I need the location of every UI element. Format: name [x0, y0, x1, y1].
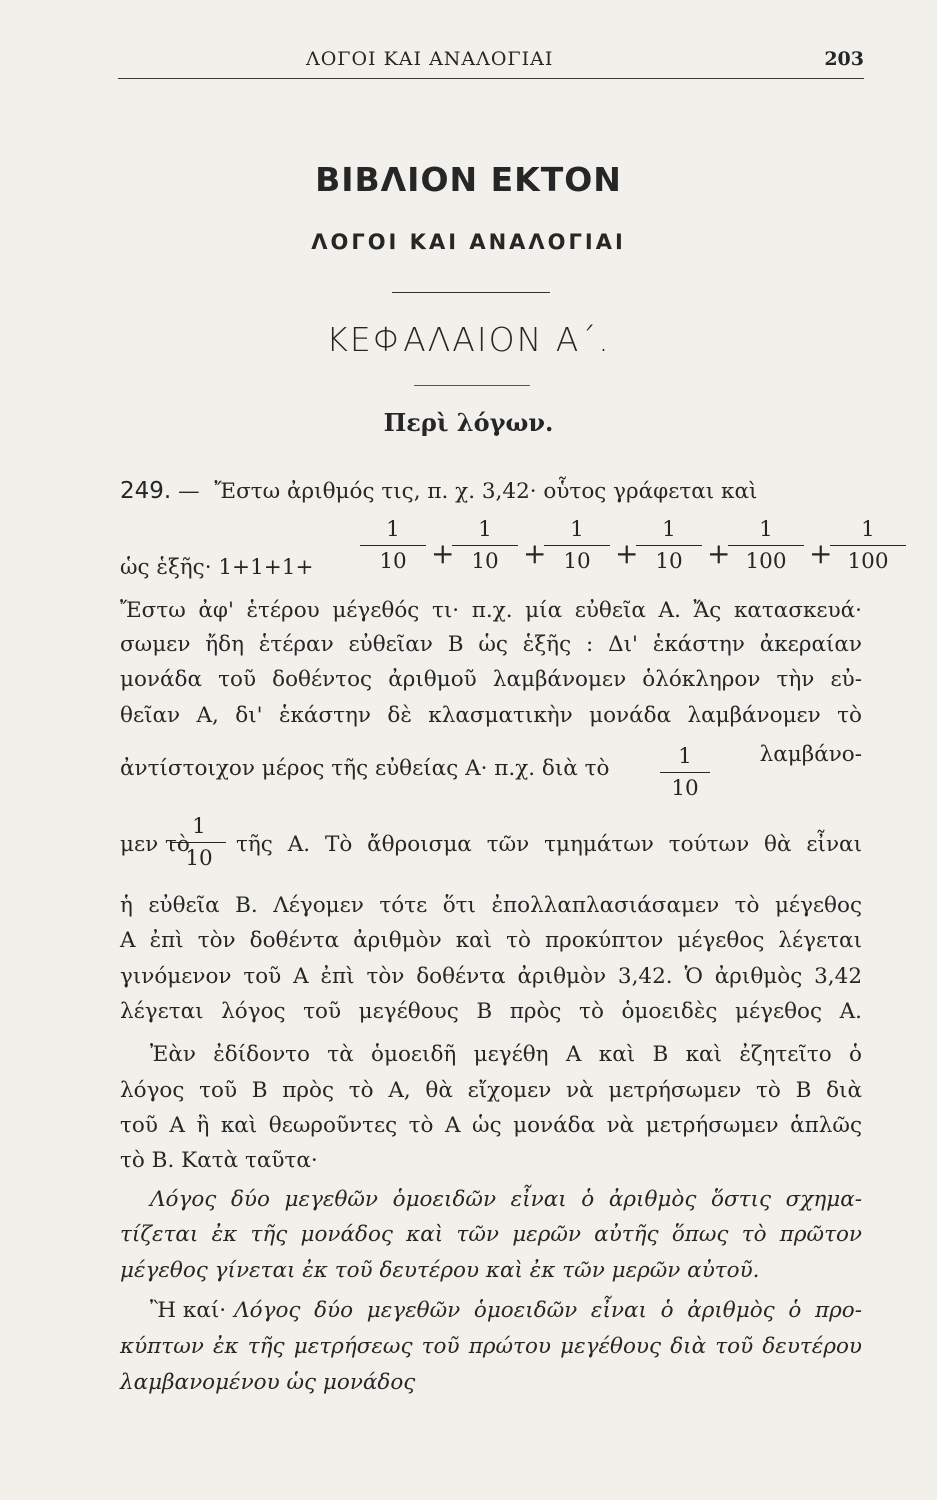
fraction-numerator: 1 — [678, 744, 692, 769]
book-title: ΒΙΒΛΙΟΝ ΕΚΤΟΝ — [315, 160, 622, 199]
fraction-numerator: 1 — [570, 517, 584, 542]
fraction-numerator: 1 — [386, 517, 400, 542]
running-title: ΛΟΓΟΙ ΚΑΙ ΑΝΑΛΟΓΙΑΙ — [306, 48, 554, 70]
paragraph-line: γινόμενον τοῦ Α ἐπὶ τὸν δοθέντα ἀριθμὸν 3,42. Ὁ ἀριθμὸς 3,42 — [120, 964, 862, 989]
definition-line: κύπτων ἐκ τῆς μετρήσεως τοῦ πρώτου μεγέθους διὰ τοῦ δευτέρου — [120, 1334, 862, 1359]
plus-sign: + — [707, 537, 731, 570]
fraction — [172, 812, 226, 873]
fraction-numerator: 1 — [861, 517, 875, 542]
fraction — [636, 515, 702, 576]
page-number: 203 — [824, 48, 864, 70]
paragraph-line — [120, 812, 862, 870]
definition-line: Λόγος δύο μεγεθῶν ὁμοειδῶν εἶναι ὁ ἀριθμὸς ὅστις σχημα- — [150, 1187, 862, 1212]
paragraph-line: τὸ Β. Κατὰ ταῦτα· — [120, 1148, 318, 1173]
text-span: λαμβάνο- — [759, 742, 862, 767]
definition-line: μέγεθος γίνεται ἐκ τοῦ δευτέρου καὶ ἐκ τῶν μερῶν αὐτοῦ. — [120, 1258, 760, 1283]
paragraph-line: θεῖαν Α, δι' ἑκάστην δὲ κλασματικὴν μονάδα λαμβάνομεν τὸ — [120, 703, 862, 728]
paragraph-line — [120, 742, 862, 801]
fraction-denominator: 10 — [660, 772, 710, 803]
text-span: μεν τὸ — [120, 832, 190, 857]
fraction-denominator: 10 — [544, 545, 610, 576]
definition-line: τίζεται ἐκ τῆς μονάδος καὶ τῶν μερῶν αὐτῆς ὅπως τὸ πρῶτον — [120, 1222, 862, 1247]
fraction-denominator: 10 — [452, 545, 518, 576]
plus-sign: + — [615, 537, 639, 570]
paragraph-line: μονάδα τοῦ δοθέντος ἀριθμοῦ λαμβάνομεν ὁλόκληρον τὴν εὐ- — [120, 667, 862, 692]
fraction-numerator: 1 — [759, 517, 773, 542]
text-span: Ἔστω ἀριθμός τις, π. χ. 3,42· οὗτος γράφεται καὶ — [214, 479, 758, 504]
fraction — [360, 515, 426, 576]
paragraph-dash: — — [178, 479, 200, 504]
fraction-numerator: 1 — [478, 517, 492, 542]
fraction-denominator: 10 — [636, 545, 702, 576]
plus-sign: + — [431, 537, 455, 570]
fraction — [728, 515, 804, 576]
text-span: ἀντίστοιχον μέρος τῆς εὐθείας Α· π.χ. διὰ τὸ — [120, 756, 610, 781]
definition-line: λαμβανομένου ὡς μονάδος — [120, 1370, 416, 1395]
fraction-denominator: 10 — [360, 545, 426, 576]
paragraph-line: λόγος τοῦ Β πρὸς τὸ Α, θὰ εἴχομεν νὰ μετρήσωμεν τὸ Β διὰ — [120, 1078, 862, 1103]
section-title: Περὶ λόγων. — [383, 408, 554, 437]
sum-formula — [120, 515, 889, 585]
definition-lead: Ἢ καί· — [150, 1298, 227, 1323]
divider-rule — [392, 292, 550, 293]
paragraph-number: 249. — [120, 478, 172, 504]
fraction-numerator: 1 — [192, 814, 206, 839]
definition-line — [150, 1298, 862, 1323]
plus-sign: + — [523, 537, 547, 570]
fraction-denominator: 100 — [830, 545, 906, 576]
text-span: Λόγος δύο μεγεθῶν ὁμοειδῶν εἶναι ὁ ἀριθμὸς ὁ προ- — [234, 1298, 862, 1323]
paragraph-line: Ἐὰν ἐδίδοντο τὰ ὁμοειδῆ μεγέθη Α καὶ Β καὶ ἐζητεῖτο ὁ — [150, 1042, 862, 1067]
book-subtitle: ΛΟΓΟΙ ΚΑΙ ΑΝΑΛΟΓΙΑΙ — [311, 230, 626, 254]
plus-sign: + — [809, 537, 833, 570]
fraction — [544, 515, 610, 576]
paragraph-line: τοῦ Α ἢ καὶ θεωροῦντες τὸ Α ὡς μονάδα νὰ μετρήσωμεν ἁπλῶς — [120, 1113, 862, 1138]
fraction-numerator: 1 — [662, 517, 676, 542]
text-span: τῆς Α. Τὸ ἄθροισμα τῶν τμημάτων τούτων θὰ εἶναι — [236, 832, 862, 857]
chapter-title: ΚΕΦΑΛΑΙΟΝ Α΄. — [326, 320, 611, 359]
fraction-denominator: 100 — [728, 545, 804, 576]
fraction-denominator: 10 — [172, 842, 226, 873]
fraction — [830, 515, 906, 576]
paragraph-line: Ἔστω ἀφ' ἑτέρου μέγεθός τι· π.χ. μία εὐθεῖα Α. Ἄς κατασκευά· — [120, 598, 862, 623]
fraction — [660, 742, 710, 803]
fraction — [452, 515, 518, 576]
paragraph-line: Α ἐπὶ τὸν δοθέντα ἀριθμὸν καὶ τὸ προκύπτον μέγεθος λέγεται — [120, 928, 862, 953]
formula-lead: ὡς ἑξῆς· 1+1+1+ — [120, 555, 314, 580]
running-header — [118, 48, 864, 79]
divider-rule — [414, 385, 530, 386]
paragraph-line: λέγεται λόγος τοῦ μεγέθους Β πρὸς τὸ ὁμοειδὲς μέγεθος Α. — [120, 999, 862, 1024]
paragraph-line: ἡ εὐθεῖα Β. Λέγομεν τότε ὅτι ἐπολλαπλασιάσαμεν τὸ μέγεθος — [120, 893, 862, 918]
paragraph-line — [120, 478, 862, 504]
paragraph-line: σωμεν ἤδη ἑτέραν εὐθεῖαν Β ὡς ἑξῆς : Δι' ἑκάστην ἀκεραίαν — [120, 632, 862, 657]
